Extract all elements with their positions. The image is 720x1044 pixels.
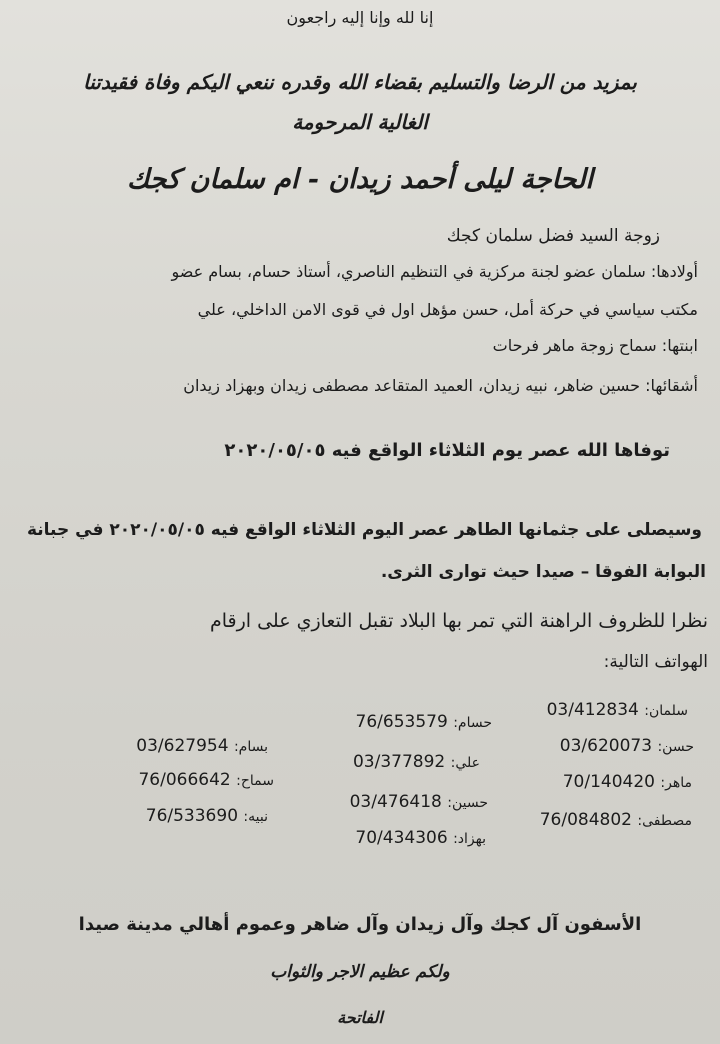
intro-line-1: بمزيد من الرضا والتسليم بقضاء الله وقدره ننعي اليكم وفاة فقيدتنا	[83, 70, 637, 94]
phone-entry	[563, 772, 692, 792]
funeral-line-1: وسيصلى على جثمانها الطاهر عصر اليوم الثلاثاء الواقع فيه ٢٠٢٠/٠٥/٠٥ في جبانة	[26, 520, 702, 540]
phone-name: بسام:	[233, 739, 268, 755]
phone-number: 70/140420	[562, 772, 655, 792]
phone-entry	[355, 828, 486, 848]
phone-number: 70/434306	[355, 828, 448, 848]
phone-number: 03/476418	[349, 792, 442, 812]
reward-line: ولكم عظيم الاجر والثواب	[270, 962, 450, 982]
phone-name: حسام:	[453, 715, 492, 731]
phone-entry	[138, 770, 274, 790]
phone-entry	[146, 806, 268, 826]
phone-number: 76/533690	[145, 806, 239, 826]
phone-entry	[136, 736, 268, 756]
funeral-line-2: البوابة الفوقا – صيدا حيث توارى الثرى.	[380, 562, 706, 582]
phone-number: 03/620073	[559, 736, 653, 756]
phone-number: 76/084802	[539, 810, 632, 830]
phone-name: نبيه:	[243, 809, 268, 825]
phone-name: حسين:	[447, 795, 488, 811]
phone-entry	[353, 752, 480, 772]
siblings-line: أشقائها: حسين ضاهر، نبيه زيدان، العميد المتقاعد مصطفى زيدان وبهزاد زيدان	[183, 376, 698, 395]
phone-name: حسن:	[657, 739, 694, 755]
phone-entry	[350, 792, 488, 812]
phone-number: 76/066642	[138, 770, 231, 790]
condolence-line-1: نظرا للظروف الراهنة التي تمر بها البلاد تقبل التعازي على ارقام	[209, 610, 708, 632]
husband-line: زوجة السيد فضل سلمان كجك	[446, 226, 660, 246]
fatiha-line: الفاتحة	[337, 1008, 383, 1027]
phone-name: بهزاد:	[453, 831, 486, 847]
condolence-line-2: الهواتف التالية:	[603, 652, 708, 672]
phone-number: 03/377892	[352, 752, 446, 772]
phone-name: مصطفى:	[637, 813, 692, 829]
verse-header: إنا لله وإنا إليه راجعون	[286, 8, 434, 27]
sons-line-1: أولادها: سلمان عضو لجنة مركزية في التنظيم الناصري، أستاذ حسام، بسام عضو	[171, 262, 698, 281]
phone-name: ماهر:	[660, 775, 692, 791]
phone-number: 03/627954	[136, 736, 229, 756]
phone-entry	[560, 736, 694, 756]
phone-number: 76/653579	[355, 712, 448, 732]
phone-name: سلمان:	[644, 703, 688, 719]
phone-entry	[356, 712, 492, 732]
deceased-name: الحاجة ليلى أحمد زيدان - ام سلمان كجك	[127, 164, 593, 195]
daughter-line: ابنتها: سماح زوجة ماهر فرحات	[492, 336, 698, 355]
phone-entry	[540, 810, 692, 830]
sons-line-2: مكتب سياسي في حركة أمل، حسن مؤهل اول في قوى الامن الداخلي، علي	[197, 300, 698, 319]
phone-number: 03/412834	[546, 700, 639, 720]
mourners-line: الأسفون آل كجك وآل زيدان وآل ضاهر وعموم أهالي مدينة صيدا	[78, 914, 642, 935]
phone-name: علي:	[450, 755, 480, 771]
intro-line-2: الغالية المرحومة	[292, 110, 428, 134]
death-line: توفاها الله عصر يوم الثلاثاء الواقع فيه ٢٠٢٠/٠٥/٠٥	[224, 440, 670, 461]
phone-entry	[547, 700, 688, 720]
phone-name: سماح:	[236, 773, 274, 789]
